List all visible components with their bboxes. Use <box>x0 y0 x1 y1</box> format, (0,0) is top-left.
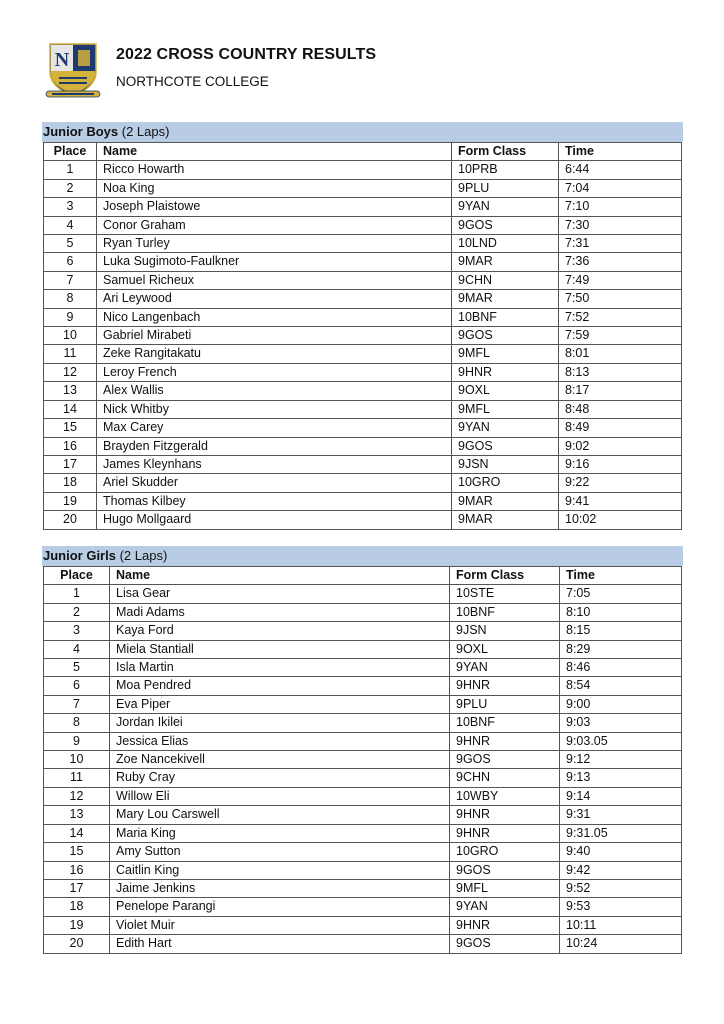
place-cell: 8 <box>44 290 97 308</box>
place-cell: 10 <box>44 327 97 345</box>
form-class-cell: 9HNR <box>450 916 560 934</box>
section-laps: (2 Laps) <box>121 124 170 139</box>
time-cell: 7:30 <box>559 216 682 234</box>
table-row <box>44 419 682 437</box>
time-cell: 10:11 <box>560 916 682 934</box>
time-cell: 7:05 <box>560 585 682 603</box>
column-header-form-class: Form Class <box>450 567 560 585</box>
column-header-time: Time <box>560 567 682 585</box>
table-row <box>44 640 682 658</box>
place-cell: 1 <box>44 161 97 179</box>
form-class-cell: 9HNR <box>450 732 560 750</box>
time-cell: 9:22 <box>559 474 682 492</box>
table-header-row <box>44 143 682 161</box>
table-row <box>44 235 682 253</box>
place-cell: 19 <box>44 916 110 934</box>
form-class-cell: 9GOS <box>452 216 559 234</box>
crest-letter: N <box>54 49 70 71</box>
table-row <box>44 659 682 677</box>
time-cell: 8:15 <box>560 622 682 640</box>
name-cell: Madi Adams <box>110 603 450 621</box>
name-cell: Brayden Fitzgerald <box>97 437 452 455</box>
table-row <box>44 714 682 732</box>
form-class-cell: 9MFL <box>450 879 560 897</box>
name-cell: Caitlin King <box>110 861 450 879</box>
name-cell: Ryan Turley <box>97 235 452 253</box>
table-row <box>44 824 682 842</box>
place-cell: 17 <box>44 879 110 897</box>
name-cell: Ariel Skudder <box>97 474 452 492</box>
form-class-cell: 9YAN <box>450 898 560 916</box>
place-cell: 12 <box>44 363 97 381</box>
form-class-cell: 9JSN <box>450 622 560 640</box>
place-cell: 6 <box>44 677 110 695</box>
form-class-cell: 9YAN <box>452 419 559 437</box>
table-row <box>44 806 682 824</box>
place-cell: 18 <box>44 474 97 492</box>
place-cell: 6 <box>44 253 97 271</box>
form-class-cell: 9MAR <box>452 253 559 271</box>
form-class-cell: 9CHN <box>452 271 559 289</box>
name-cell: Moa Pendred <box>110 677 450 695</box>
time-cell: 9:03 <box>560 714 682 732</box>
table-row <box>44 400 682 418</box>
form-class-cell: 9YAN <box>450 659 560 677</box>
place-cell: 20 <box>44 511 97 529</box>
name-cell: Thomas Kilbey <box>97 492 452 510</box>
table-row <box>44 861 682 879</box>
place-cell: 3 <box>44 198 97 216</box>
name-cell: Jaime Jenkins <box>110 879 450 897</box>
form-class-cell: 9OXL <box>450 640 560 658</box>
table-row <box>44 677 682 695</box>
name-cell: Nick Whitby <box>97 400 452 418</box>
place-cell: 11 <box>44 769 110 787</box>
name-cell: Jordan Ikilei <box>110 714 450 732</box>
place-cell: 15 <box>44 419 97 437</box>
name-cell: Penelope Parangi <box>110 898 450 916</box>
name-cell: Mary Lou Carswell <box>110 806 450 824</box>
table-row <box>44 253 682 271</box>
name-cell: Ari Leywood <box>97 290 452 308</box>
name-cell: James Kleynhans <box>97 455 452 473</box>
table-row <box>44 474 682 492</box>
name-cell: Ricco Howarth <box>97 161 452 179</box>
table-row <box>44 216 682 234</box>
table-row <box>44 327 682 345</box>
table-row <box>44 751 682 769</box>
section-junior-boys <box>42 122 683 530</box>
place-cell: 18 <box>44 898 110 916</box>
time-cell: 9:42 <box>560 861 682 879</box>
results-table <box>43 142 682 530</box>
time-cell: 9:40 <box>560 843 682 861</box>
place-cell: 12 <box>44 787 110 805</box>
time-cell: 7:31 <box>559 235 682 253</box>
column-header-name: Name <box>110 567 450 585</box>
form-class-cell: 9MAR <box>452 492 559 510</box>
time-cell: 9:14 <box>560 787 682 805</box>
form-class-cell: 9HNR <box>450 824 560 842</box>
place-cell: 4 <box>44 640 110 658</box>
form-class-cell: 9MAR <box>452 290 559 308</box>
form-class-cell: 9GOS <box>452 327 559 345</box>
document-header <box>44 40 684 102</box>
time-cell: 9:31 <box>560 806 682 824</box>
name-cell: Samuel Richeux <box>97 271 452 289</box>
time-cell: 7:59 <box>559 327 682 345</box>
time-cell: 7:04 <box>559 179 682 197</box>
place-cell: 17 <box>44 455 97 473</box>
form-class-cell: 9OXL <box>452 382 559 400</box>
section-title: Junior Boys <box>43 124 119 139</box>
time-cell: 7:10 <box>559 198 682 216</box>
place-cell: 15 <box>44 843 110 861</box>
section-junior-girls <box>42 546 683 954</box>
time-cell: 8:46 <box>560 659 682 677</box>
name-cell: Max Carey <box>97 419 452 437</box>
place-cell: 9 <box>44 308 97 326</box>
section-header <box>42 122 683 142</box>
form-class-cell: 9GOS <box>450 751 560 769</box>
form-class-cell: 9MFL <box>452 345 559 363</box>
place-cell: 8 <box>44 714 110 732</box>
place-cell: 13 <box>44 382 97 400</box>
section-header <box>42 546 683 566</box>
page-title: 2022 CROSS COUNTRY RESULTS <box>116 46 377 63</box>
name-cell: Maria King <box>110 824 450 842</box>
table-row <box>44 511 682 529</box>
time-cell: 8:17 <box>559 382 682 400</box>
name-cell: Lisa Gear <box>110 585 450 603</box>
time-cell: 8:29 <box>560 640 682 658</box>
section-laps: (2 Laps) <box>119 548 168 563</box>
table-row <box>44 603 682 621</box>
table-row <box>44 345 682 363</box>
time-cell: 7:52 <box>559 308 682 326</box>
name-cell: Isla Martin <box>110 659 450 677</box>
place-cell: 5 <box>44 235 97 253</box>
name-cell: Ruby Cray <box>110 769 450 787</box>
form-class-cell: 9HNR <box>450 677 560 695</box>
form-class-cell: 9MFL <box>452 400 559 418</box>
form-class-cell: 9PLU <box>450 695 560 713</box>
table-row <box>44 455 682 473</box>
time-cell: 9:52 <box>560 879 682 897</box>
place-cell: 10 <box>44 751 110 769</box>
name-cell: Noa King <box>97 179 452 197</box>
time-cell: 9:53 <box>560 898 682 916</box>
time-cell: 6:44 <box>559 161 682 179</box>
name-cell: Eva Piper <box>110 695 450 713</box>
column-header-place: Place <box>44 143 97 161</box>
table-row <box>44 879 682 897</box>
table-row <box>44 437 682 455</box>
column-header-name: Name <box>97 143 452 161</box>
time-cell: 10:24 <box>560 935 682 953</box>
table-row <box>44 290 682 308</box>
table-row <box>44 695 682 713</box>
name-cell: Conor Graham <box>97 216 452 234</box>
form-class-cell: 9JSN <box>452 455 559 473</box>
page-subtitle: NORTHCOTE COLLEGE <box>116 74 269 89</box>
section-title: Junior Girls <box>43 548 116 563</box>
name-cell: Luka Sugimoto-Faulkner <box>97 253 452 271</box>
form-class-cell: 10GRO <box>452 474 559 492</box>
form-class-cell: 10GRO <box>450 843 560 861</box>
table-row <box>44 787 682 805</box>
name-cell: Violet Muir <box>110 916 450 934</box>
table-row <box>44 916 682 934</box>
time-cell: 8:49 <box>559 419 682 437</box>
time-cell: 8:13 <box>559 363 682 381</box>
place-cell: 11 <box>44 345 97 363</box>
table-row <box>44 732 682 750</box>
name-cell: Alex Wallis <box>97 382 452 400</box>
name-cell: Zoe Nancekivell <box>110 751 450 769</box>
name-cell: Kaya Ford <box>110 622 450 640</box>
time-cell: 8:48 <box>559 400 682 418</box>
table-row <box>44 198 682 216</box>
place-cell: 9 <box>44 732 110 750</box>
table-row <box>44 898 682 916</box>
form-class-cell: 10STE <box>450 585 560 603</box>
place-cell: 20 <box>44 935 110 953</box>
column-header-time: Time <box>559 143 682 161</box>
name-cell: Edith Hart <box>110 935 450 953</box>
time-cell: 9:03.05 <box>560 732 682 750</box>
form-class-cell: 9GOS <box>452 437 559 455</box>
time-cell: 9:16 <box>559 455 682 473</box>
name-cell: Hugo Mollgaard <box>97 511 452 529</box>
place-cell: 16 <box>44 437 97 455</box>
place-cell: 7 <box>44 695 110 713</box>
form-class-cell: 9YAN <box>452 198 559 216</box>
table-row <box>44 769 682 787</box>
column-header-place: Place <box>44 567 110 585</box>
time-cell: 8:01 <box>559 345 682 363</box>
time-cell: 9:12 <box>560 751 682 769</box>
place-cell: 1 <box>44 585 110 603</box>
name-cell: Miela Stantiall <box>110 640 450 658</box>
place-cell: 19 <box>44 492 97 510</box>
form-class-cell: 9CHN <box>450 769 560 787</box>
form-class-cell: 10WBY <box>450 787 560 805</box>
place-cell: 16 <box>44 861 110 879</box>
place-cell: 14 <box>44 824 110 842</box>
table-row <box>44 492 682 510</box>
school-crest-logo <box>44 40 102 100</box>
form-class-cell: 10BNF <box>452 308 559 326</box>
form-class-cell: 9PLU <box>452 179 559 197</box>
time-cell: 10:02 <box>559 511 682 529</box>
name-cell: Willow Eli <box>110 787 450 805</box>
table-row <box>44 161 682 179</box>
form-class-cell: 9GOS <box>450 935 560 953</box>
time-cell: 9:13 <box>560 769 682 787</box>
form-class-cell: 10BNF <box>450 714 560 732</box>
place-cell: 3 <box>44 622 110 640</box>
place-cell: 13 <box>44 806 110 824</box>
table-row <box>44 363 682 381</box>
table-row <box>44 271 682 289</box>
name-cell: Amy Sutton <box>110 843 450 861</box>
place-cell: 4 <box>44 216 97 234</box>
name-cell: Joseph Plaistowe <box>97 198 452 216</box>
name-cell: Zeke Rangitakatu <box>97 345 452 363</box>
time-cell: 9:02 <box>559 437 682 455</box>
form-class-cell: 9GOS <box>450 861 560 879</box>
form-class-cell: 9MAR <box>452 511 559 529</box>
form-class-cell: 9HNR <box>450 806 560 824</box>
place-cell: 7 <box>44 271 97 289</box>
time-cell: 8:54 <box>560 677 682 695</box>
place-cell: 2 <box>44 603 110 621</box>
results-table <box>43 566 682 954</box>
form-class-cell: 10LND <box>452 235 559 253</box>
time-cell: 9:31.05 <box>560 824 682 842</box>
table-row <box>44 179 682 197</box>
table-row <box>44 935 682 953</box>
table-row <box>44 382 682 400</box>
place-cell: 14 <box>44 400 97 418</box>
table-header-row <box>44 567 682 585</box>
time-cell: 8:10 <box>560 603 682 621</box>
time-cell: 7:36 <box>559 253 682 271</box>
column-header-form-class: Form Class <box>452 143 559 161</box>
form-class-cell: 10PRB <box>452 161 559 179</box>
name-cell: Leroy French <box>97 363 452 381</box>
table-row <box>44 843 682 861</box>
table-row <box>44 585 682 603</box>
name-cell: Jessica Elias <box>110 732 450 750</box>
form-class-cell: 10BNF <box>450 603 560 621</box>
name-cell: Nico Langenbach <box>97 308 452 326</box>
form-class-cell: 9HNR <box>452 363 559 381</box>
place-cell: 2 <box>44 179 97 197</box>
time-cell: 7:50 <box>559 290 682 308</box>
time-cell: 9:00 <box>560 695 682 713</box>
table-row <box>44 308 682 326</box>
time-cell: 9:41 <box>559 492 682 510</box>
name-cell: Gabriel Mirabeti <box>97 327 452 345</box>
time-cell: 7:49 <box>559 271 682 289</box>
place-cell: 5 <box>44 659 110 677</box>
table-row <box>44 622 682 640</box>
